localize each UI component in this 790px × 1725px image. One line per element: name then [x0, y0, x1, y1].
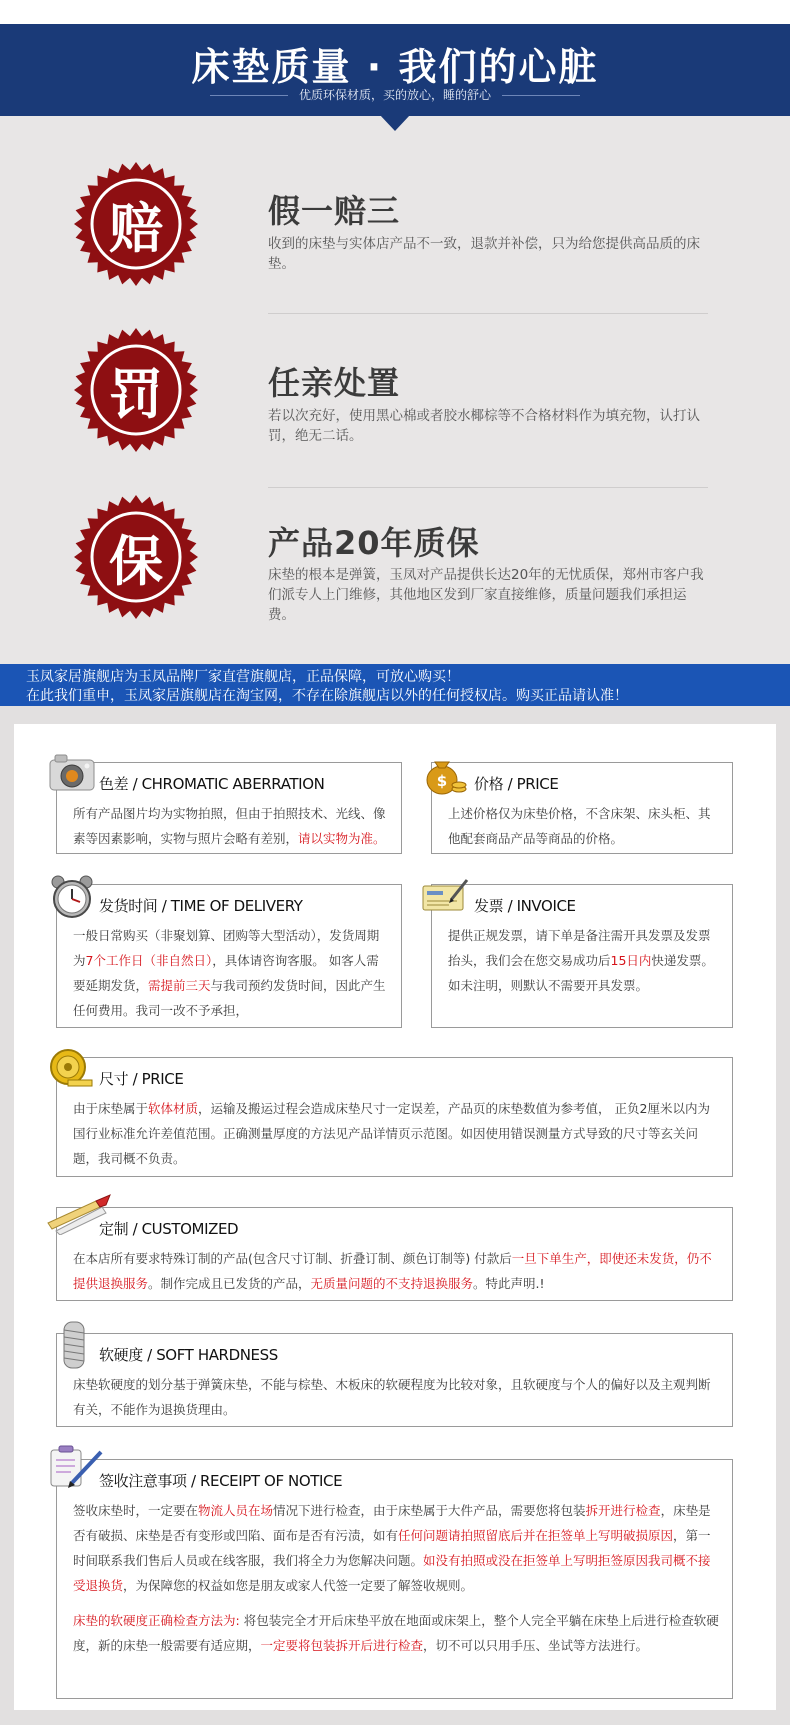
- policy-text: 与我司预约发货时间，因此产生任何费用。我司一改不予承担，: [73, 978, 386, 1018]
- policy-body: [73, 1246, 720, 1296]
- policy-box-hardness: [56, 1333, 733, 1427]
- receipt-paragraph-2: [73, 1608, 720, 1658]
- policy-text: 签收床垫时，一定要在: [73, 1503, 199, 1518]
- check-invoice-icon: [421, 876, 471, 916]
- page-subtitle: 优质环保材质，买的放心，睡的舒心: [298, 88, 491, 102]
- promise-text: 若以次充好，使用黑心棉或者胶水椰棕等不合格材料作为填充物，认打认罚，绝无二话。: [268, 408, 700, 444]
- policy-box-delivery: [56, 884, 402, 1028]
- spring-icon: [58, 1320, 90, 1370]
- policy-highlight: 需提前三天: [148, 978, 211, 993]
- policy-highlight: 任何问题请拍照留底后并在拒签单上写明破损原因: [398, 1528, 674, 1543]
- policy-title: 定制 / CUSTOMIZED: [99, 1220, 239, 1238]
- policy-title: 价格 / PRICE: [474, 775, 559, 793]
- policy-text: 提供正规发票，请下单是备注需开具发票及发票抬头，我们会在您交易成功后: [448, 928, 711, 968]
- policy-box-price: [431, 762, 733, 854]
- policy-highlight: 一旦下单生产，即使还未发货，仍不提供退换服务: [73, 1251, 712, 1291]
- seal-penalty-icon: [72, 326, 200, 454]
- policy-box-invoice: [431, 884, 733, 1028]
- svg-text:$: $: [436, 772, 448, 790]
- policy-body: [73, 1096, 720, 1171]
- policy-box-size: [56, 1057, 733, 1177]
- seal-char: 罚: [109, 362, 163, 426]
- policy-highlight: 一定要将包装拆开后进行检查: [260, 1638, 424, 1653]
- policy-text: 一般日常购买（非聚划算、团购等大型活动），发货周期为: [73, 928, 380, 968]
- seal-char: 赔: [109, 196, 163, 260]
- policy-body: [73, 1498, 720, 1658]
- policy-title: 尺寸 / PRICE: [99, 1070, 184, 1088]
- policy-box-receipt: [56, 1459, 733, 1699]
- notice-line-2: 在此我们重申，玉凤家居旗舰店在淘宝网，不存在除旗舰店以外的任何授权店。购买正品请认准！: [26, 688, 628, 704]
- policy-text: ，为保障您的权益如您是朋友或家人代签一定要了解签收规则。: [123, 1578, 474, 1593]
- policy-highlight: 7个工作日（非自然日）: [85, 953, 213, 968]
- policy-highlight: 软体材质: [148, 1101, 199, 1116]
- seal-compensate-icon: [72, 160, 200, 288]
- policy-box-customized: [56, 1207, 733, 1301]
- policy-title: 软硬度 / SOFT HARDNESS: [99, 1346, 278, 1364]
- policy-text: 所有产品图片均为实物拍照，但由于拍照技术、光线、像素等因素影响，实物与照片会略有差别，: [73, 806, 386, 846]
- policy-title: 发货时间 / TIME OF DELIVERY: [99, 897, 303, 915]
- policy-body: [73, 923, 389, 1023]
- authenticity-notice-band: [0, 664, 790, 706]
- camera-icon: [47, 750, 99, 794]
- policy-text: 由于床垫属于: [73, 1101, 149, 1116]
- promise-title: 产品20年质保: [268, 524, 480, 562]
- policy-title: 签收注意事项 / RECEIPT OF NOTICE: [99, 1472, 343, 1490]
- policy-title: 发票 / INVOICE: [474, 897, 576, 915]
- seal-warranty-icon: [72, 493, 200, 621]
- policy-text: ，第一时间联系我们售后人员或在线客服，我们将全力为您解决问题。: [73, 1528, 711, 1568]
- policy-text: 在本店所有要求特殊订制的产品(包含尺寸订制、折叠订制、颜色订制等) 付款后: [73, 1251, 512, 1266]
- header-subtitle-row: [0, 86, 790, 106]
- subtitle-line-right: [502, 95, 580, 96]
- promise-title: 任亲处置: [268, 364, 401, 402]
- policy-text: ，具体请咨询客服。 如客人需要延期发货，: [73, 953, 379, 993]
- policy-title: 色差 / CHROMATIC ABERRATION: [99, 775, 325, 793]
- policy-text: ，切不可以只用手压、坐试等方法进行。: [423, 1638, 649, 1653]
- top-strip: [0, 0, 790, 24]
- policy-body: [73, 801, 389, 851]
- policy-highlight: 15日内: [610, 953, 652, 968]
- tape-measure-icon: [48, 1047, 94, 1089]
- policy-text: ，运输及搬运过程会造成床垫尺寸一定误差，产品页的床垫数值为参考值， 正负2厘米以内为国行业标准允许差值范围。正确测量厚度的方法见产品详情页示范图。如因使用错误测量方式导致的尺寸等玄关问题，我司概不负责。: [73, 1101, 710, 1166]
- policy-text: 情况下进行检查，由于床垫属于大件产品，需要您将包装: [273, 1503, 586, 1518]
- policy-text: 。制作完成且已发货的产品，: [148, 1276, 311, 1291]
- clipboard-pen-icon: [47, 1444, 105, 1490]
- policy-highlight: 床垫的软硬度正确检查方法为:: [73, 1613, 240, 1628]
- policy-box-chromatic: [56, 762, 402, 854]
- notice-line-1: 玉凤家居旗舰店为玉凤品牌厂家直营旗舰店，正品保障，可放心购买！: [26, 669, 460, 685]
- promise-text: 床垫的根本是弹簧，玉凤对产品提供长达20年的无忧质保，郑州市客户我们派专人上门维修，其他地区发到厂家直接维修，质量问题我们承担运费。: [268, 567, 704, 623]
- pencil-ruler-icon: [44, 1193, 116, 1235]
- alarm-clock-icon: [49, 874, 95, 920]
- policy-body: 床垫软硬度的划分基于弹簧床垫，不能与棕垫、木板床的软硬程度为比较对象，且软硬度与个人的偏好以及主观判断有关，不能作为退换货理由。: [73, 1377, 711, 1417]
- policy-text: 。特此声明.!: [473, 1276, 545, 1291]
- promise-text: 收到的床垫与实体店产品不一致，退款并补偿，只为给您提供高品质的床垫。: [268, 236, 700, 272]
- page-title: 床垫质量 · 我们的心脏: [191, 45, 599, 89]
- divider: [268, 313, 708, 314]
- policy-highlight: 物流人员在场: [198, 1503, 274, 1518]
- policy-text: ，床垫是否有破损、床垫是否有变形或凹陷、面布是否有污渍，如有: [73, 1503, 711, 1543]
- seal-char: 保: [109, 529, 163, 593]
- divider: [268, 487, 708, 488]
- policy-highlight: 拆开进行检查: [585, 1503, 661, 1518]
- receipt-paragraph-1: [73, 1498, 720, 1598]
- policy-body: [448, 923, 720, 998]
- promise-title: 假一赔三: [268, 192, 401, 230]
- policy-text: 将包装完全才开后床垫平放在地面或床架上，整个人完全平躺在床垫上后进行检查软硬度，新的床垫一般需要有适应期，: [73, 1613, 719, 1653]
- header-notch: [380, 115, 410, 131]
- policy-body: 上述价格仅为床垫价格，不含床架、床头柜、其他配套商品产品等商品的价格。: [448, 806, 711, 846]
- policy-text: 快递发票。如未注明，则默认不需要开具发票。: [448, 953, 714, 993]
- policy-highlight: 无质量问题的不支持退换服务: [310, 1276, 474, 1291]
- money-bag-icon: [422, 748, 468, 796]
- policy-highlight: 如没有拍照或没在拒签单上写明拒签原因我司概不接受退换货: [73, 1553, 711, 1593]
- policy-highlight: 请以实物为准。: [298, 831, 386, 846]
